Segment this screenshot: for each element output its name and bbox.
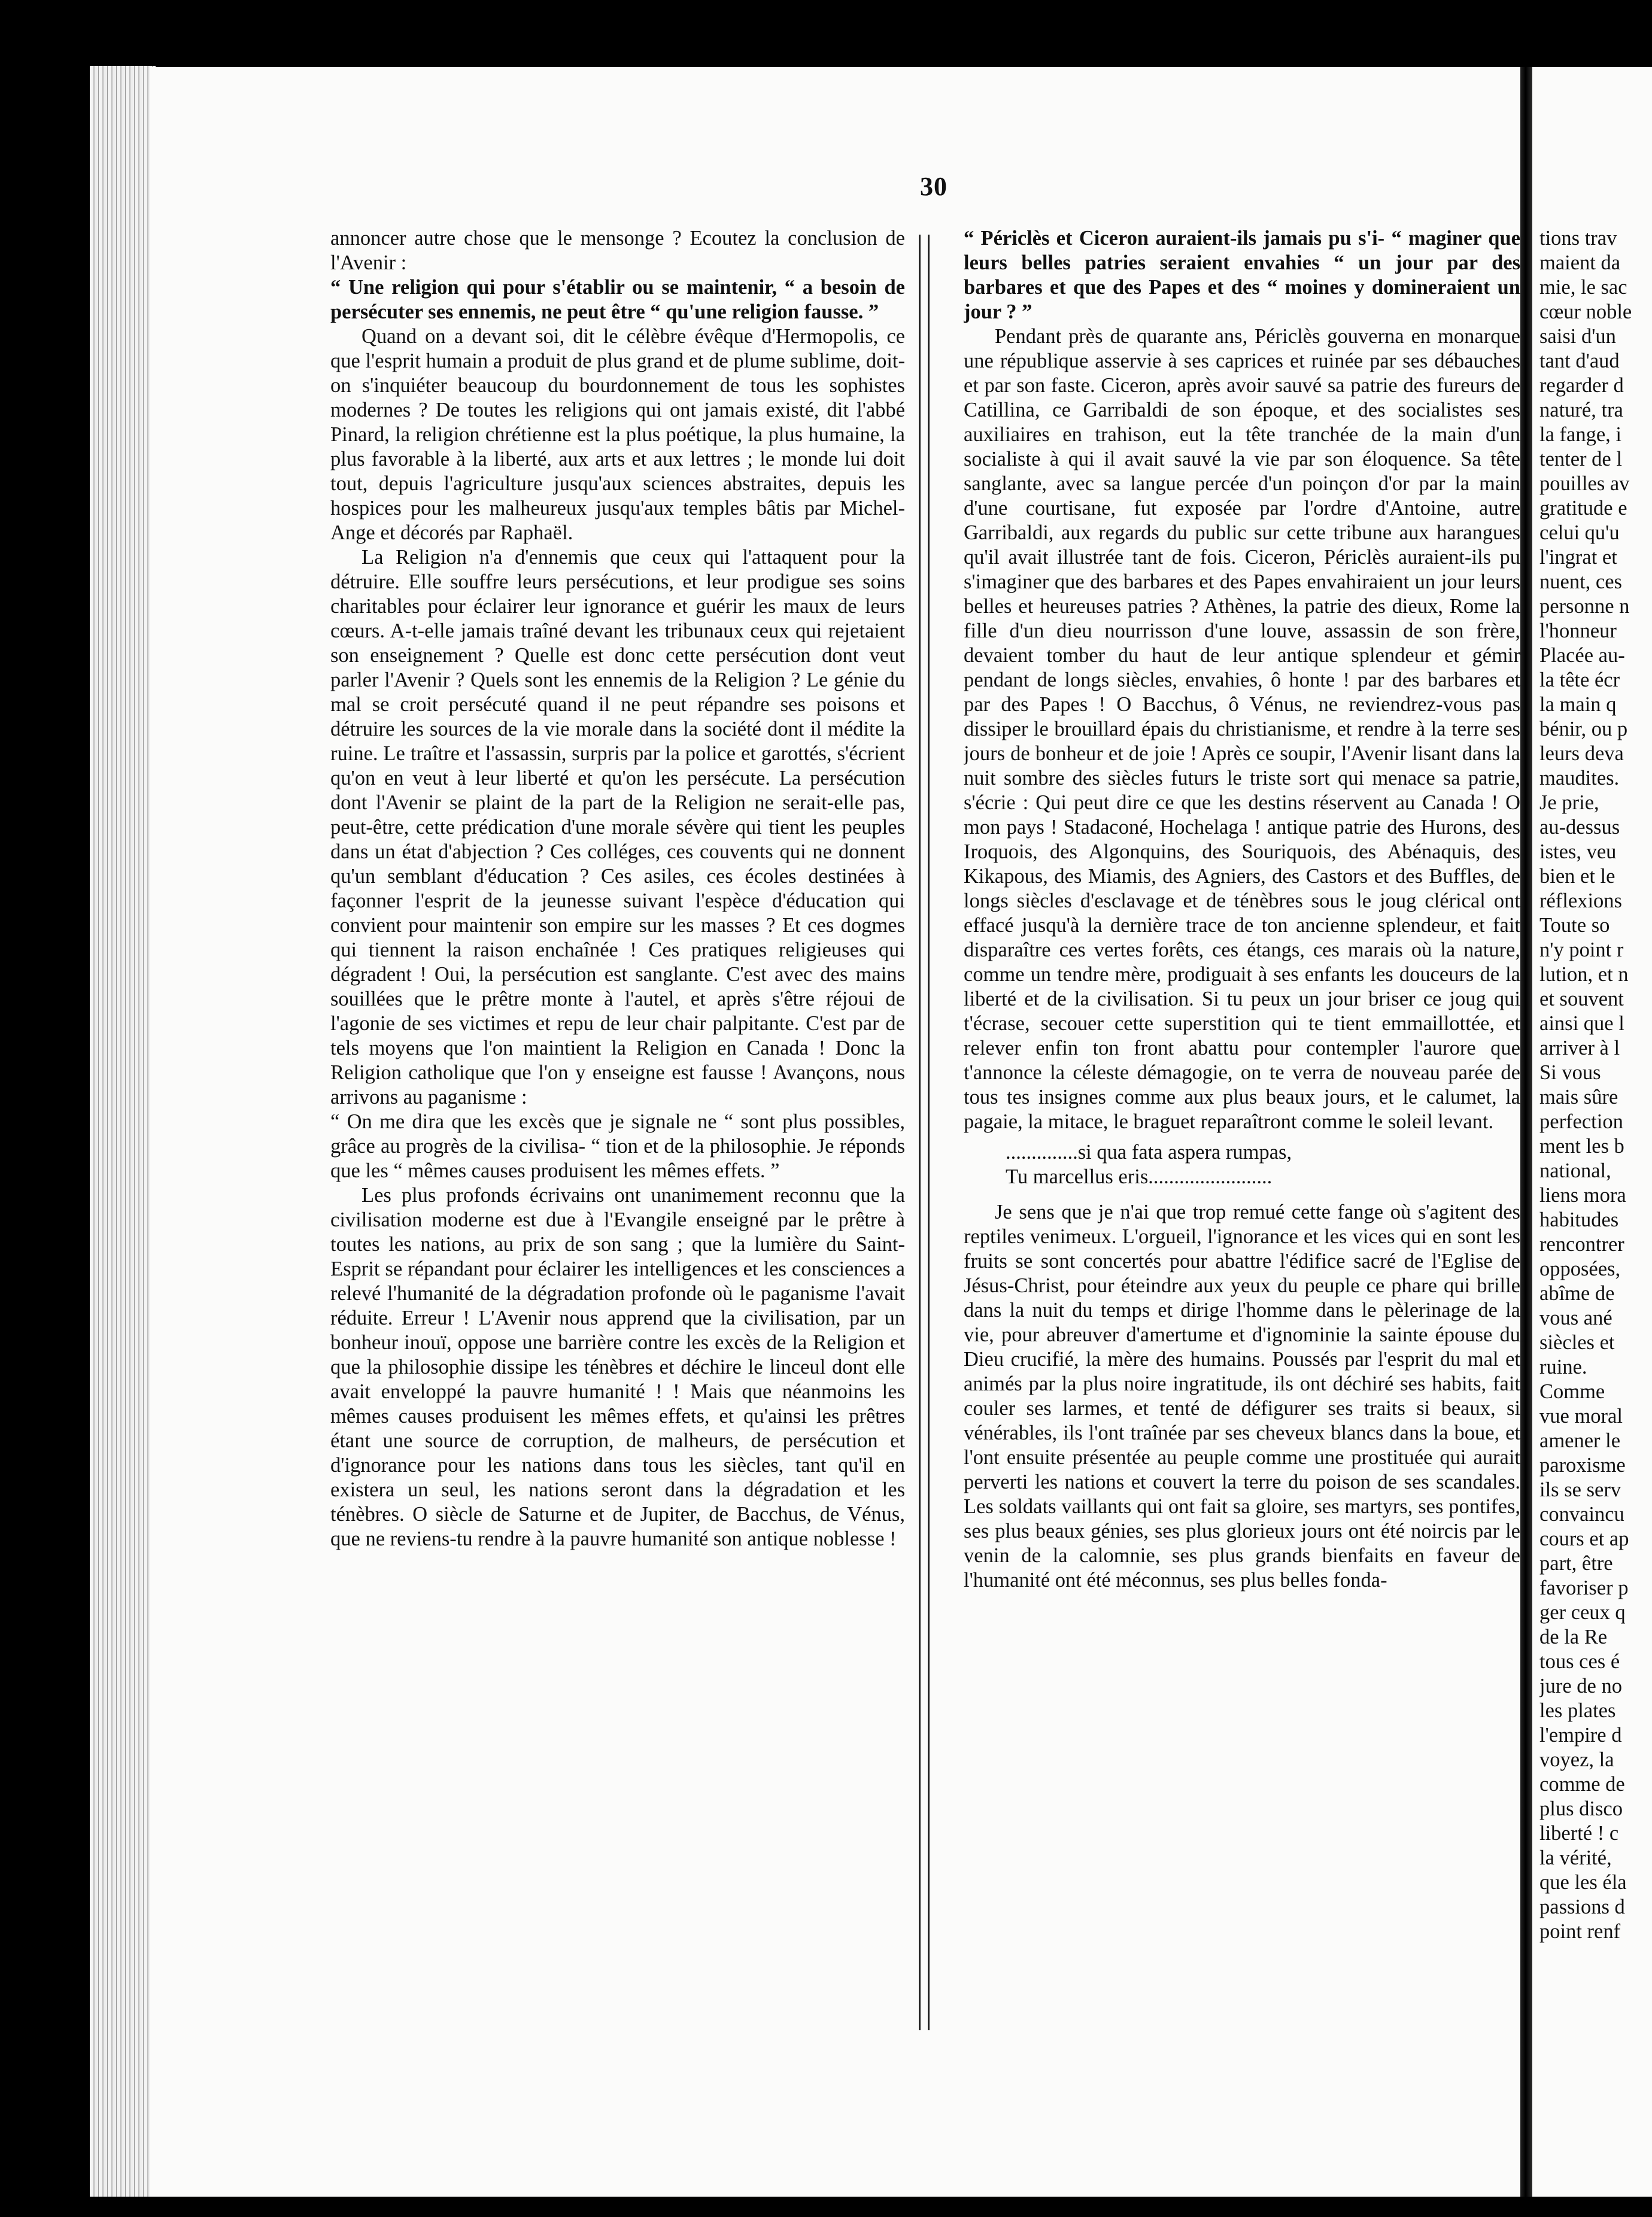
facing-page-line: personne n bbox=[1539, 595, 1630, 618]
facing-page-line: point renf bbox=[1539, 1920, 1621, 1943]
paragraph: Les plus profonds écrivains ont unanimement reconnu que la civilisation moderne est due à l'Evangile enseigné par le prêtre à toutes les nations, au prix de son sang ; que la lumière du Saint-Esprit se répandant pour éclairer les intelligences et les consciences a relevé l'humanité de la dégradation profonde où le paganisme l'avait réduite. Erreur ! L'Avenir nous apprend que la civilisation, par un bonheur inouï, oppose une barrière contre les excès de la Religion et que la philosophie dissipe les ténèbres et déchire le linceul dont elle avait enveloppé la pauvre humanité ! ! Mais que néanmoins les mêmes causes produisent les mêmes effets, et qu'ainsi les prêtres étant une source de corruption, de malheurs, de persécution et d'ignorance pour les nations dans tous les siècles, tant qu'il en existera un seul, les nations seront dans la dégradation et les ténèbres. O siècle de Saturne et de Jupiter, de Bacchus, de Vénus, que ne reviens-tu rendre à la pauvre humanité son antique noblesse ! bbox=[330, 1184, 905, 1550]
facing-page-line: cœur noble bbox=[1539, 300, 1632, 323]
facing-page-line: la main q bbox=[1539, 693, 1617, 716]
paragraph: Je sens que je n'ai que trop remué cette fange où s'agitent des reptiles venimeux. L'orgueil, l'ignorance et les vices qui en sont les fruits se sont concertés pour abattre l'édifice sacré de l'Eglise de Jésus-Christ, pour éteindre aux yeux du peuple ce phare qui brille dans la nuit du temps et dirige l'homme dans le pèlerinage de la vie, pour abreuver d'amertume et d'ignominie la sainte épouse du Dieu crucifié, la mère des humains. Poussés par l'esprit du mal et animés par la plus noire ingratitude, ils ont déchiré ses habits, fait couler ses larmes, et tenté de défigurer ses traits si beaux, si vénérables, ils l'ont traînée par ses cheveux blancs dans la boue, et l'ont ensuite présentée au peuple comme une prostituée qui aurait perverti les nations et couvert la terre du poison de ses scandales. Les soldats vaillants qui ont fait sa gloire, ses martyrs, ses pontifes, ses plus beaux génies, ses plus glorieux jours ont été noircis par le venin de la calomnie, ses plus grands bienfaits en faveur de l'humanité ont été méconnus, ses plus belles fonda- bbox=[964, 1201, 1520, 1592]
facing-page-line: passions d bbox=[1539, 1896, 1625, 1918]
facing-page-line: voyez, la bbox=[1539, 1748, 1614, 1771]
facing-page-line: que les éla bbox=[1539, 1871, 1627, 1894]
facing-page-line: les plates bbox=[1539, 1699, 1616, 1722]
facing-page-line: opposées, bbox=[1539, 1258, 1621, 1280]
right-column bbox=[964, 226, 1520, 2022]
facing-page-line: arriver à l bbox=[1539, 1037, 1620, 1059]
facing-page-line: Comme bbox=[1539, 1380, 1605, 1403]
facing-page-line: paroxisme bbox=[1539, 1454, 1626, 1477]
facing-page-text bbox=[1539, 226, 1652, 1944]
verse-quotation bbox=[1006, 1140, 1520, 1189]
page-stack-edge bbox=[90, 66, 156, 2197]
facing-page-line: liberté ! c bbox=[1539, 1822, 1619, 1845]
facing-page-line: l'empire d bbox=[1539, 1724, 1622, 1747]
quoted-passage: “ Périclès et Ciceron auraient-ils jamais pu s'i- “ maginer que leurs belles patries seraient envahies “ un jour par des barbares et que des Papes et des “ moines y domineraient un jour ? ” bbox=[964, 227, 1520, 323]
facing-page-line: la tête écr bbox=[1539, 669, 1620, 691]
facing-page-line: la fange, i bbox=[1539, 423, 1621, 446]
facing-page-line: liens mora bbox=[1539, 1184, 1626, 1207]
facing-page-line: bien et le bbox=[1539, 865, 1615, 888]
facing-page-line: jure de no bbox=[1539, 1675, 1622, 1697]
facing-page-line: de la Re bbox=[1539, 1626, 1608, 1648]
facing-page-line: istes, veu bbox=[1539, 840, 1617, 863]
facing-page-line: mais sûre bbox=[1539, 1086, 1618, 1108]
facing-page-line: celui qu'u bbox=[1539, 521, 1620, 544]
facing-page-line: la vérité, bbox=[1539, 1847, 1612, 1869]
facing-page-line: rencontrer bbox=[1539, 1233, 1624, 1256]
facing-page-line: abîme de bbox=[1539, 1282, 1615, 1305]
facing-page-line: mie, le sac bbox=[1539, 276, 1627, 299]
facing-page-line: au-dessus bbox=[1539, 816, 1620, 839]
facing-page-line: part, être bbox=[1539, 1552, 1613, 1575]
facing-page-line: l'ingrat et bbox=[1539, 546, 1617, 569]
facing-page-line: plus disco bbox=[1539, 1797, 1623, 1820]
facing-page-line: nuent, ces bbox=[1539, 570, 1622, 593]
facing-page-line: l'honneur bbox=[1539, 619, 1617, 642]
paragraph: La Religion n'a d'ennemis que ceux qui l'attaquent pour la détruire. Elle souffre leurs persécutions, et leur prodigue ses soins charitables pour éclairer leur ignorance et guérir les maux de leurs cœurs. A-t-elle jamais traîné devant les tribunaux ceux qui rejetaient son enseignement ? Quelle est donc cette persécution dont veut parler l'Avenir ? Quels sont les ennemis de la Religion ? Le génie du mal se croit persécuté quand il ne peut répandre ses poisons et détruire les sources de la vie morale dans la société dont il médite la ruine. Le traître et l'assassin, surpris par la police et garottés, s'écrient qu'on en veut à leur liberté et qu'on les persécute. La persécution dont l'Avenir se plaint de la part de la Religion ne serait-elle pas, peut-être, cette prédication d'une morale sévère qui tient les peuples dans un état d'abjection ? Ces colléges, ces couvents qui ne donnent qu'un semblant d'éducation ? Ces asiles, ces écoles destinées à façonner l'esprit de la jeunesse suivant l'espèce d'éducation qui convient pour maintenir son empire sur les masses ? Et ces dogmes qui tiennent la raison enchaînée ! Ces pratiques religieuses qui dégradent ! Oui, la persécution est sanglante. C'est avec des mains souillées que le prêtre monte à l'autel, et après s'être réjoui de l'agonie de ses victimes et repu de leur chair palpitante. C'est par de tels moyens que l'on maintient la Religion en Canada ! Donc la Religion catholique que l'on y enseigne est fausse ! Avançons, nous arrivons au paganisme : bbox=[330, 546, 905, 1108]
facing-page-line: vous ané bbox=[1539, 1307, 1612, 1329]
left-column bbox=[330, 226, 905, 2022]
facing-page-line: leurs deva bbox=[1539, 742, 1624, 765]
facing-page-line: bénir, ou p bbox=[1539, 718, 1628, 740]
facing-page-line: convaincu bbox=[1539, 1503, 1624, 1526]
facing-page-line: gratitude e bbox=[1539, 497, 1627, 520]
facing-page-line: comme de bbox=[1539, 1773, 1625, 1796]
facing-page-line: naturé, tra bbox=[1539, 399, 1623, 421]
facing-page-line: Placée au- bbox=[1539, 644, 1625, 667]
facing-page-line: Je prie, bbox=[1539, 791, 1599, 814]
facing-page-line: n'y point r bbox=[1539, 939, 1624, 961]
facing-page-line: ruine. bbox=[1539, 1356, 1587, 1378]
facing-page-line: favoriser p bbox=[1539, 1577, 1629, 1599]
facing-page-line: ils se serv bbox=[1539, 1478, 1621, 1501]
facing-page-line: ment les b bbox=[1539, 1135, 1624, 1158]
verse-line: Tu marcellus eris........................ bbox=[1006, 1165, 1273, 1188]
facing-page-line: et souvent bbox=[1539, 988, 1624, 1010]
paragraph: Pendant près de quarante ans, Périclès gouverna en monarque une république asservie à ses caprices et ruinée par ses débauches et par son faste. Ciceron, après avoir sauvé sa patrie des fureurs de Catillina, ce Garribaldi de son époque, et des socialistes ses auxiliaires en trahison, eut la tête tranchée de la main d'un socialiste à qui il avait sauvé la vie par son éloquence. Sa tête sanglante, avec sa langue percée d'un poinçon d'or par la main d'une courtisane, fut exposée par l'ordre d'Antoine, autre Garribaldi, aux regards du public sur cette tribune aux harangues qu'il avait illustrée tant de fois. Ciceron, Périclès auraient-ils pu s'imaginer que des barbares et des Papes envahiraient un jour leurs belles et heureuses patries ? Athènes, la patrie des dieux, Rome la fille d'un dieu nourrisson d'une louve, assassin de son frère, devaient tomber du haut de leur antique splendeur et gémir pendant de longs siècles, envahies, ô honte ! par des barbares et par des Papes ! O Bacchus, ô Vénus, ne reviendrez-vous pas dissiper le brouillard épais du christianisme, et rendre à la terre ses jours de bonheur et de joie ! Après ce soupir, l'Avenir lisant dans la nuit sombre des siècles futurs le triste sort qui menace sa patrie, s'écrie : Qui peut dire ce que les destins réservent au Canada ! O mon pays ! Stadaconé, Hochelaga ! antique patrie des Hurons, des Iroquois, des Algonquins, des Souriquois, des Abénaquis, des Kikapous, des Miamis, des Agniers, des Castors et des Buffles, de longs siècles d'esclavage et de ténèbres sous le joug clérical ont effacé jusqu'à la dernière trace de ton ancienne splendeur, et fait disparaître ces vertes forêts, ces étangs, ces marais où la nature, comme un tendre mère, prodiguait à ses enfants les douceurs de la liberté et de la civilisation. Si tu peux un jour briser ce joug qui t'écrase, secouer cette superstition qui te tient emmaillottée, et relever enfin ton front abattu pour contempler l'aurore que t'annonce la céleste démagogie, on te verra de nouveau parée de tous tes insignes comme aux plus beaux jours, et le calumet, la pagaie, la mitace, le braguet reparaîtront comme le soleil levant. bbox=[964, 325, 1520, 1133]
facing-page-line: perfection bbox=[1539, 1110, 1623, 1133]
facing-page-line: habitudes bbox=[1539, 1208, 1619, 1231]
facing-page-line: ger ceux q bbox=[1539, 1601, 1626, 1624]
facing-page-line: pouilles av bbox=[1539, 472, 1630, 495]
facing-page-line: siècles et bbox=[1539, 1331, 1615, 1354]
facing-page-line: cours et ap bbox=[1539, 1527, 1629, 1550]
facing-page-line: lution, et n bbox=[1539, 963, 1629, 986]
column-rule bbox=[919, 235, 930, 2030]
facing-page-line: maient da bbox=[1539, 251, 1621, 274]
facing-page-line: Si vous bbox=[1539, 1061, 1601, 1084]
paragraph: annoncer autre chose que le mensonge ? Ecoutez la conclusion de l'Avenir : bbox=[330, 227, 905, 274]
facing-page-line: maudites. bbox=[1539, 767, 1620, 789]
facing-page-line: regarder d bbox=[1539, 374, 1624, 397]
book-gutter bbox=[1520, 67, 1533, 2197]
facing-page-line: saisi d'un bbox=[1539, 325, 1616, 348]
page-number: 30 bbox=[920, 172, 948, 201]
facing-page-line: tions trav bbox=[1539, 227, 1617, 250]
facing-page-line: réflexions bbox=[1539, 889, 1622, 912]
facing-page-line: tant d'aud bbox=[1539, 350, 1620, 372]
facing-page-line: national, bbox=[1539, 1159, 1611, 1182]
quoted-passage: “ Une religion qui pour s'établir ou se maintenir, “ a besoin de persécuter ses ennemis, ne peut être “ qu'une religion fausse. ” bbox=[330, 276, 905, 323]
quoted-passage: “ On me dira que les excès que je signale ne “ sont plus possibles, grâce au progrès de la civilisa- “ tion et de la philosophie. Je réponds que les “ mêmes causes produisent les mêmes effets. ” bbox=[330, 1110, 905, 1182]
facing-page-line: tenter de l bbox=[1539, 448, 1622, 470]
facing-page-line: ainsi que l bbox=[1539, 1012, 1624, 1035]
verse-line: ..............si qua fata aspera rumpas, bbox=[1006, 1141, 1292, 1164]
paragraph: Quand on a devant soi, dit le célèbre évêque d'Hermopolis, ce que l'esprit humain a produit de plus grand et de plume sublime, doit-on s'inquiéter beaucoup du bourdonnement de tous les sophistes modernes ? De toutes les religions qui ont jamais existé, dit l'abbé Pinard, la religion chrétienne est la plus poétique, la plus humaine, la plus favorable à la liberté, aux arts et aux lettres ; le monde lui doit tout, depuis l'agriculture jusqu'aux sciences abstraites, depuis les hospices pour les malheureux jusqu'aux temples bâtis par Michel-Ange et décorés par Raphaël. bbox=[330, 325, 905, 544]
facing-page-line: amener le bbox=[1539, 1429, 1621, 1452]
facing-page-line: vue moral bbox=[1539, 1405, 1623, 1428]
facing-page-line: tous ces é bbox=[1539, 1650, 1620, 1673]
facing-page-line: Toute so bbox=[1539, 914, 1610, 937]
